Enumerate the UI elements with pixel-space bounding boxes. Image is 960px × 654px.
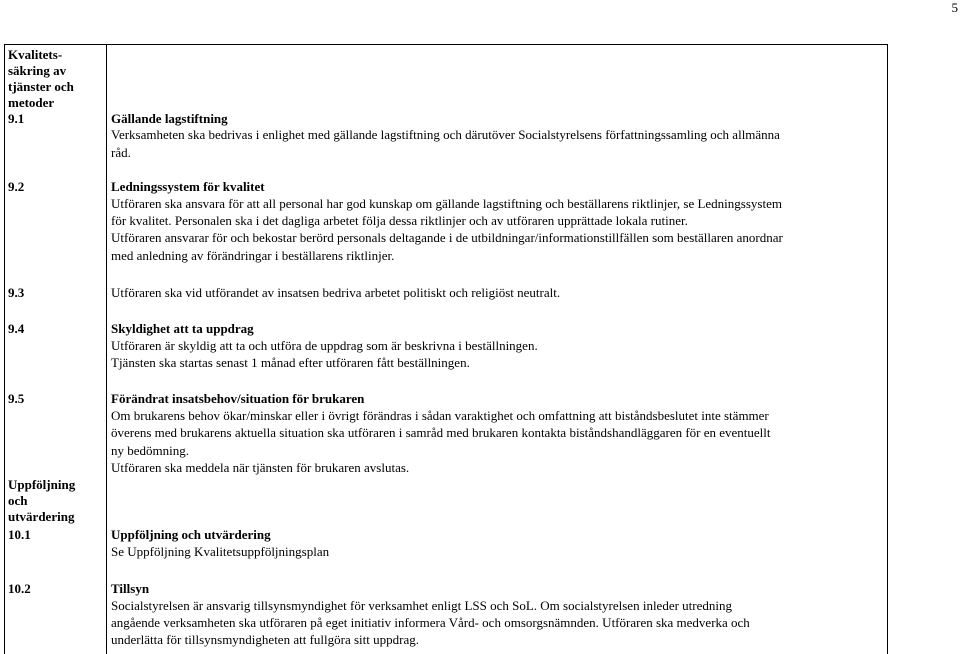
section-line: underlätta för tillsynsmyndigheten att fullgöra sitt uppdrag. xyxy=(111,632,419,647)
section-line: för kvalitet. Personalen ska i det dagliga arbetet följa dessa riktlinjer och av utföraren upprättade lokala rutiner. xyxy=(111,213,688,228)
section-line: angående verksamheten ska utföraren på eget initiativ informera Vård- och omsorgsnämnden. Utföraren ska medverka och xyxy=(111,615,750,630)
section-title: Tillsyn xyxy=(111,581,150,596)
section-number: 10.1 xyxy=(8,527,31,542)
page-number: 5 xyxy=(951,0,958,15)
section-title: Förändrat insatsbehov/situation för brukaren xyxy=(111,391,365,406)
section-number: 9.2 xyxy=(8,179,25,194)
section-line: med anledning av förändringar i beställarens riktlinjer. xyxy=(111,248,395,263)
column-divider xyxy=(106,45,107,654)
section-line: Om brukarens behov ökar/minskar eller i övrigt förändras i sådan varaktighet och omfattning att biståndsbeslutet inte stämmer xyxy=(111,408,769,423)
section-line: Socialstyrelsen är ansvarig tillsynsmyndighet för verksamhet enligt LSS och SoL. Om socialstyrelsen inleder utredning xyxy=(111,598,732,613)
section-number: 9.3 xyxy=(8,285,25,300)
section-title: Ledningssystem för kvalitet xyxy=(111,179,265,194)
section-line: Utföraren ansvarar för och bekostar berörd personals deltagande i de utbildningar/informationstillfällen som beställaren anordnar xyxy=(111,230,783,245)
section-line: råd. xyxy=(111,145,131,160)
section-line: Verksamheten ska bedrivas i enlighet med gällande lagstiftning och därutöver Socialstyrelsens författningssamling och allmänna xyxy=(111,127,780,142)
section-number: 10.2 xyxy=(8,581,31,596)
section-line: ny bedömning. xyxy=(111,443,189,458)
section-number: 9.4 xyxy=(8,321,25,336)
sidebar-heading-line: säkring av xyxy=(8,63,67,78)
section-number: 9.1 xyxy=(8,111,25,126)
section-title: Uppföljning och utvärdering xyxy=(111,527,271,542)
section-line: överens med brukarens aktuella situation ska utföraren i samråd med brukaren kontakta biståndshandläggaren för en eventuellt xyxy=(111,425,771,440)
sidebar-heading-line: Uppföljning xyxy=(8,477,76,492)
section-line: Se Uppföljning Kvalitetsuppföljningsplan xyxy=(111,544,330,559)
sidebar-heading-line: utvärdering xyxy=(8,509,75,524)
section-number: 9.5 xyxy=(8,391,25,406)
section-line: Utföraren är skyldig att ta och utföra de uppdrag som är beskrivna i beställningen. xyxy=(111,338,538,353)
section-line: Utföraren ska vid utförandet av insatsen bedriva arbetet politiskt och religiöst neutralt. xyxy=(111,285,561,300)
section-title: Gällande lagstiftning xyxy=(111,111,228,126)
sidebar-heading-line: metoder xyxy=(8,95,55,110)
section-line: Utföraren ska ansvara för att all personal har god kunskap om gällande lagstiftning och beställarens riktlinjer, se Ledningssystem xyxy=(111,196,782,211)
section-line: Utföraren ska meddela när tjänsten för brukaren avslutas. xyxy=(111,460,410,475)
sidebar-heading-line: tjänster och xyxy=(8,79,74,94)
section-title: Skyldighet att ta uppdrag xyxy=(111,321,254,336)
section-line: Tjänsten ska startas senast 1 månad efter utföraren fått beställningen. xyxy=(111,355,470,370)
sidebar-heading-line: Kvalitets- xyxy=(8,47,63,62)
document-table xyxy=(4,44,888,654)
sidebar-heading-line: och xyxy=(8,493,28,508)
